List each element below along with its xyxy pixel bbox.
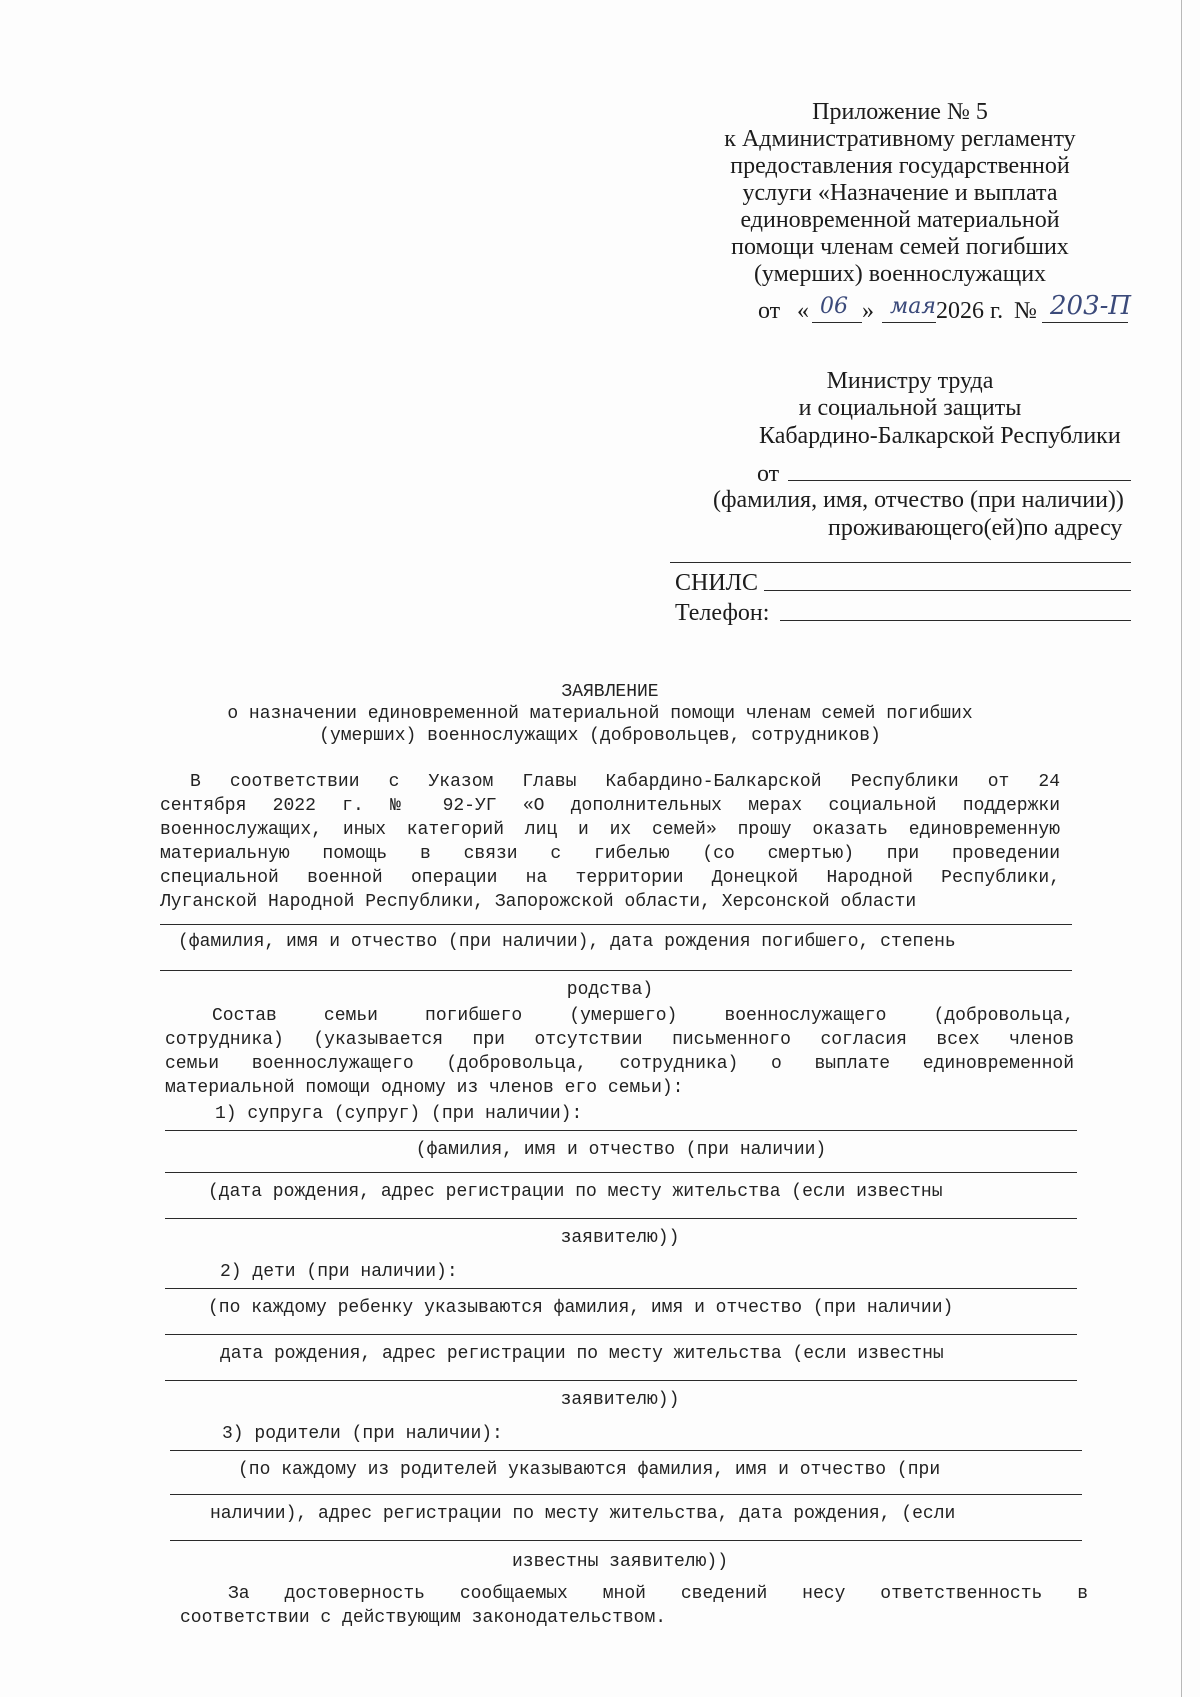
children-heading: 2) дети (при наличии): xyxy=(220,1262,458,1282)
intro-line: материальную помощь в связи с гибелью (со смертью) при проведении xyxy=(160,844,1060,864)
children-caption-3: заявителю)) xyxy=(560,1390,680,1410)
children-name-line[interactable] xyxy=(165,1288,1077,1289)
date-close-quote: » xyxy=(862,298,874,324)
family-line: Состав семьи погибшего (умершего) военнослужащего (добровольца, xyxy=(212,1006,1074,1026)
fio-caption: (фамилия, имя, отчество (при наличии)) xyxy=(713,487,1124,513)
intro-line: В соответствии с Указом Главы Кабардино-Балкарской Республики от 24 xyxy=(190,772,1060,792)
date-open-quote: « xyxy=(797,298,809,324)
spouse-name-line[interactable] xyxy=(165,1130,1077,1131)
spouse-caption-2: (дата рождения, адрес регистрации по месту жительства (если известны xyxy=(208,1182,943,1202)
spouse-details-line[interactable] xyxy=(165,1172,1077,1173)
intro-line: Луганской Народной Республики, Запорожской области, Херсонской области xyxy=(160,892,917,912)
parents-details-line-2[interactable] xyxy=(170,1540,1082,1541)
date-month-underline xyxy=(882,322,936,323)
number-sign: № xyxy=(1014,298,1037,324)
spouse-details-line-2[interactable] xyxy=(165,1218,1077,1219)
deceased-caption-line-1: (фамилия, имя и отчество (при наличии), дата рождения погибшего, степень xyxy=(178,932,956,952)
date-month-handwritten: мая xyxy=(890,294,936,319)
spouse-caption-3: заявителю)) xyxy=(560,1228,680,1248)
appendix-line-4: услуги «Назначение и выплата xyxy=(742,180,1058,206)
parents-details-line[interactable] xyxy=(170,1494,1082,1495)
deceased-field-line-2[interactable] xyxy=(160,970,1072,971)
appendix-line-1: Приложение № 5 xyxy=(812,99,988,125)
children-details-line-2[interactable] xyxy=(165,1380,1077,1381)
parents-heading: 3) родители (при наличии): xyxy=(222,1424,503,1444)
addressee-line-3: Кабардино-Балкарской Республики xyxy=(759,423,1121,449)
children-caption-1: (по каждому ребенку указываются фамилия, имя и отчество (при наличии) xyxy=(208,1298,954,1318)
family-line: семьи военнослужащего (добровольца, сотрудника) о выплате единовременной xyxy=(165,1054,1074,1074)
closing-line-2: соответствии с действующим законодательством. xyxy=(180,1608,667,1628)
snils-field-line[interactable] xyxy=(764,590,1131,591)
intro-line: военнослужащих, иных категорий лиц и их семей» прошу оказать единовременную xyxy=(160,820,1060,840)
appendix-line-2: к Административному регламенту xyxy=(724,126,1076,152)
intro-line: сентября 2022 г. № 92-УГ «О дополнительных мерах социальной поддержки xyxy=(160,796,1060,816)
from-label: от xyxy=(757,461,780,487)
addressee-line-2: и социальной защиты xyxy=(798,395,1022,421)
snils-label: СНИЛС xyxy=(675,570,758,596)
statement-subtitle-line-2: (умерших) военнослужащих (добровольцев, сотрудников) xyxy=(319,726,881,746)
appendix-line-3: предоставления государственной xyxy=(730,153,1070,179)
address-field-line[interactable] xyxy=(670,562,1131,563)
closing-line-1: За достоверность сообщаемых мной сведений несу ответственность в xyxy=(228,1584,1088,1604)
statement-title: ЗАЯВЛЕНИЕ xyxy=(561,682,659,702)
from-field-line[interactable] xyxy=(788,480,1131,481)
appendix-line-7: (умерших) военнослужащих xyxy=(753,261,1047,287)
deceased-field-line[interactable] xyxy=(160,924,1072,925)
parents-name-line[interactable] xyxy=(170,1450,1082,1451)
statement-subtitle-line-1: о назначении единовременной материальной помощи членам семей погибших xyxy=(227,704,973,724)
intro-line: специальной военной операции на территории Донецкой Народной Республики, xyxy=(160,868,1060,888)
date-prefix: от xyxy=(758,298,781,324)
number-underline xyxy=(1042,322,1128,323)
addressee-line-1: Министру труда xyxy=(826,368,994,394)
document-number-handwritten: 203-П xyxy=(1050,291,1132,321)
address-caption: проживающего(ей)по адресу xyxy=(828,515,1123,541)
family-line: сотрудника) (указывается при отсутствии письменного согласия всех членов xyxy=(165,1030,1074,1050)
children-details-line[interactable] xyxy=(165,1334,1077,1335)
date-year: 2026 г. xyxy=(936,298,1004,324)
phone-field-line[interactable] xyxy=(780,620,1131,621)
scan-edge-line xyxy=(1181,0,1182,1697)
spouse-heading: 1) супруга (супруг) (при наличии): xyxy=(215,1104,583,1124)
date-day-underline xyxy=(812,322,862,323)
parents-caption-2: наличии), адрес регистрации по месту жительства, дата рождения, (если xyxy=(210,1504,956,1524)
spouse-caption-1: (фамилия, имя и отчество (при наличии) xyxy=(415,1140,827,1160)
deceased-caption-line-2: родства) xyxy=(566,980,654,1000)
appendix-line-5: единовременной материальной xyxy=(740,207,1060,233)
appendix-line-6: помощи членам семей погибших xyxy=(731,234,1069,260)
phone-label: Телефон: xyxy=(675,600,770,626)
parents-caption-1: (по каждому из родителей указываются фамилия, имя и отчество (при xyxy=(238,1460,941,1480)
children-caption-2: дата рождения, адрес регистрации по месту жительства (если известны xyxy=(220,1344,944,1364)
family-line: материальной помощи одному из членов его семьи): xyxy=(165,1078,684,1098)
parents-caption-3: известны заявителю)) xyxy=(511,1552,729,1572)
date-day-handwritten: 06 xyxy=(820,294,848,319)
